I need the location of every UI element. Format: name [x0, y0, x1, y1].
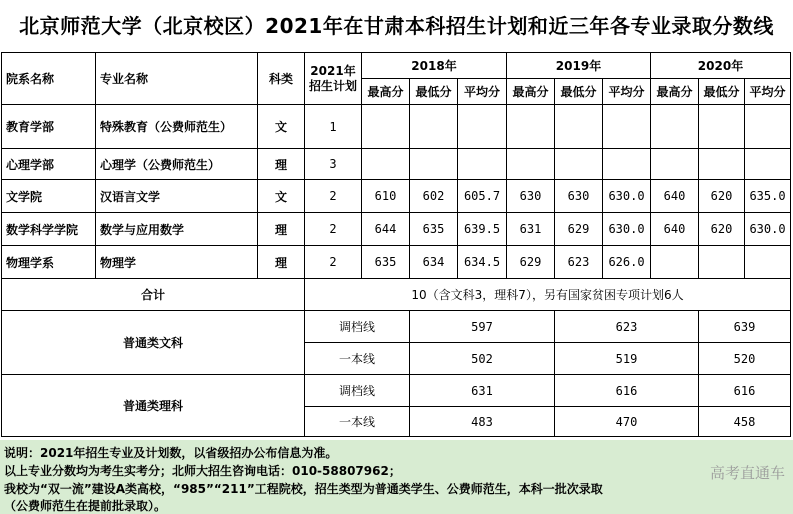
- header-plan-line2: 招生计划: [308, 78, 357, 93]
- science-tiao-dang-row: [2, 375, 791, 407]
- score-cell: 630: [555, 180, 603, 213]
- score-cell: 634.5: [458, 246, 507, 279]
- line-score-cell: 597: [410, 311, 555, 343]
- header-avg-2019: 平均分: [603, 79, 651, 105]
- score-cell: 639.5: [458, 213, 507, 246]
- watermark: 高考直通车: [709, 464, 785, 482]
- score-cell: 635: [362, 246, 410, 279]
- header-year-2020: 2020年: [651, 53, 791, 79]
- score-cell: 623: [555, 246, 603, 279]
- score-cell: 602: [410, 180, 458, 213]
- line-name-cell: 调档线: [305, 311, 410, 343]
- score-cell: [555, 149, 603, 180]
- plan-cell: 2: [305, 180, 362, 213]
- science-label: 普通类理科: [2, 375, 305, 437]
- score-cell: 630.0: [745, 213, 791, 246]
- line-score-cell: 639: [699, 311, 791, 343]
- header-min-2018: 最低分: [410, 79, 458, 105]
- score-cell: [651, 149, 699, 180]
- score-cell: [745, 105, 791, 149]
- admission-score-table: [1, 52, 791, 437]
- line-score-cell: 520: [699, 343, 791, 375]
- subject-cell: 文: [258, 105, 305, 149]
- score-cell: 605.7: [458, 180, 507, 213]
- header-subject: 科类: [258, 53, 305, 105]
- score-cell: [603, 105, 651, 149]
- subject-cell: 理: [258, 213, 305, 246]
- header-year-2019: 2019年: [507, 53, 651, 79]
- line-score-cell: 631: [410, 375, 555, 407]
- score-cell: 635.0: [745, 180, 791, 213]
- line-name-cell: 一本线: [305, 407, 410, 437]
- header-major: 专业名称: [96, 53, 258, 105]
- line-score-cell: 458: [699, 407, 791, 437]
- dept-cell: 心理学部: [2, 149, 96, 180]
- major-cell: 汉语言文学: [96, 180, 258, 213]
- major-cell: 特殊教育（公费师范生）: [96, 105, 258, 149]
- line-score-cell: 502: [410, 343, 555, 375]
- score-cell: [507, 149, 555, 180]
- header-max-2020: 最高分: [651, 79, 699, 105]
- dept-cell: 数学科学学院: [2, 213, 96, 246]
- plan-cell: 2: [305, 213, 362, 246]
- score-cell: [458, 105, 507, 149]
- score-cell: [555, 105, 603, 149]
- score-cell: 630.0: [603, 213, 651, 246]
- line-score-cell: 470: [555, 407, 699, 437]
- score-cell: [699, 105, 745, 149]
- line-name-cell: 调档线: [305, 375, 410, 407]
- score-cell: [362, 105, 410, 149]
- score-cell: [745, 149, 791, 180]
- score-cell: 620: [699, 213, 745, 246]
- line-score-cell: 483: [410, 407, 555, 437]
- score-cell: 629: [507, 246, 555, 279]
- header-min-2019: 最低分: [555, 79, 603, 105]
- plan-cell: 2: [305, 246, 362, 279]
- major-cell: 心理学（公费师范生）: [96, 149, 258, 180]
- score-cell: [699, 149, 745, 180]
- subject-cell: 理: [258, 246, 305, 279]
- liberal-arts-label: 普通类文科: [2, 311, 305, 375]
- note-line-2: 以上专业分数均为考生实考分；北师大招生咨询电话：010-58807962；: [4, 464, 401, 478]
- score-cell: 644: [362, 213, 410, 246]
- note-line-1: 说明：2021年招生专业及计划数，以省级招办公布信息为准。: [4, 446, 338, 460]
- page-title: 北京师范大学（北京校区）2021年在甘肃本科招生计划和近三年各专业录取分数线: [19, 14, 774, 38]
- liberal-arts-tiao-dang-row: [2, 311, 791, 343]
- header-avg-2018: 平均分: [458, 79, 507, 105]
- score-cell: 640: [651, 213, 699, 246]
- score-cell: [410, 149, 458, 180]
- header-min-2020: 最低分: [699, 79, 745, 105]
- line-score-cell: 616: [699, 375, 791, 407]
- score-cell: 635: [410, 213, 458, 246]
- total-row: [2, 279, 791, 311]
- score-cell: 630.0: [603, 180, 651, 213]
- score-cell: [745, 246, 791, 279]
- line-score-cell: 519: [555, 343, 699, 375]
- dept-cell: 教育学部: [2, 105, 96, 149]
- score-cell: 629: [555, 213, 603, 246]
- plan-cell: 3: [305, 149, 362, 180]
- score-cell: 620: [699, 180, 745, 213]
- score-cell: 626.0: [603, 246, 651, 279]
- header-max-2019: 最高分: [507, 79, 555, 105]
- note-line-3: 我校为“双一流”建设A类高校，“985”“211”工程院校，招生类型为普通类学生、公费师范生，本科一批次录取: [4, 482, 603, 496]
- score-cell: 610: [362, 180, 410, 213]
- header-dept: 院系名称: [2, 53, 96, 105]
- score-cell: 630: [507, 180, 555, 213]
- subject-cell: 文: [258, 180, 305, 213]
- score-cell: [603, 149, 651, 180]
- major-cell: 数学与应用数学: [96, 213, 258, 246]
- score-cell: [410, 105, 458, 149]
- score-cell: [507, 105, 555, 149]
- header-avg-2020: 平均分: [745, 79, 791, 105]
- notes-section: [0, 440, 793, 514]
- table-row: [2, 180, 791, 213]
- line-score-cell: 616: [555, 375, 699, 407]
- score-cell: [699, 246, 745, 279]
- table-row: [2, 246, 791, 279]
- header-year-2018: 2018年: [362, 53, 507, 79]
- dept-cell: 物理学系: [2, 246, 96, 279]
- dept-cell: 文学院: [2, 180, 96, 213]
- score-cell: [651, 246, 699, 279]
- table-row: [2, 213, 791, 246]
- total-text: 10（含文科3，理科7），另有国家贫困专项计划6人: [305, 279, 791, 311]
- header-plan-line1: 2021年: [310, 63, 356, 78]
- header-plan: [305, 53, 362, 105]
- major-cell: 物理学: [96, 246, 258, 279]
- subject-cell: 理: [258, 149, 305, 180]
- score-cell: 631: [507, 213, 555, 246]
- total-label: 合计: [2, 279, 305, 311]
- header-max-2018: 最高分: [362, 79, 410, 105]
- score-cell: 634: [410, 246, 458, 279]
- note-line-4: （公费师范生在提前批录取）。: [4, 499, 167, 513]
- table-row: [2, 105, 791, 149]
- score-cell: [458, 149, 507, 180]
- line-name-cell: 一本线: [305, 343, 410, 375]
- score-cell: [362, 149, 410, 180]
- table-row: [2, 149, 791, 180]
- line-score-cell: 623: [555, 311, 699, 343]
- score-cell: [651, 105, 699, 149]
- plan-cell: 1: [305, 105, 362, 149]
- score-cell: 640: [651, 180, 699, 213]
